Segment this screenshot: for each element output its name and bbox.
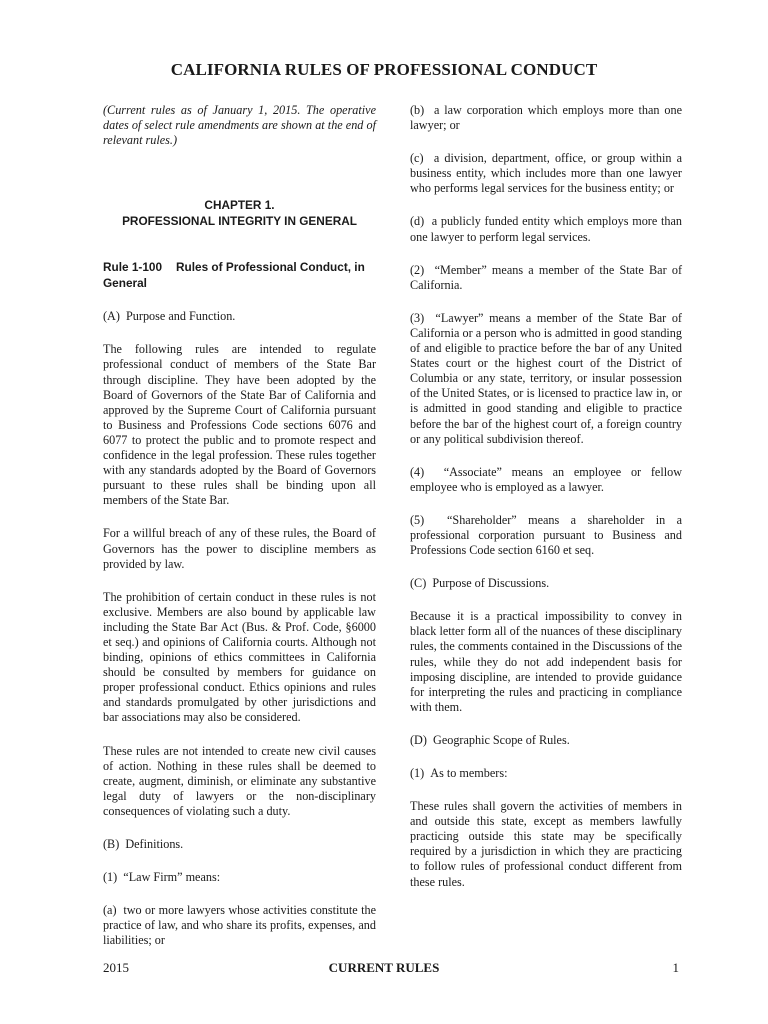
scope-1-heading: (1) As to members: <box>410 766 508 780</box>
rule-number: Rule 1-100 <box>103 260 163 275</box>
definition-1a: (a) two or more lawyers whose activities constitute the practice of law, and who share its profits, expenses, and liabilities; or <box>103 903 376 948</box>
section-b-heading: (B) Definitions. <box>103 837 184 851</box>
rule-title: Rules of Professional Conduct, in General <box>103 260 365 291</box>
section-c-heading: (C) Purpose of Discussions. <box>410 576 550 591</box>
right-column <box>410 103 682 890</box>
definition-1-heading: (1) “Law Firm” means: <box>103 870 221 885</box>
chapter-heading <box>103 197 376 229</box>
page-number: 1 <box>672 960 679 975</box>
definition-4: (4) “Associate” means an employee or fellow employee who is employed as a lawyer. <box>410 464 682 494</box>
footer-year: 2015 <box>103 960 129 975</box>
definition-1c: (c) a division, department, office, or group within a business entity, which includes more than one lawyer who performs legal services for the business entity; or <box>410 151 682 196</box>
definition-1b: (b) a law corporation which employs more than one lawyer; or <box>410 103 682 133</box>
rule-heading <box>103 259 376 291</box>
scope-1-paragraph: These rules shall govern the activities of members in and outside this state, except as members lawfully practicing outside this state may be specifically required by a jurisdiction in which they are practicing to follow rules of professional conduct different from these rules. <box>410 799 682 889</box>
document-title: CALIFORNIA RULES OF PROFESSIONAL CONDUCT <box>170 60 598 79</box>
definition-2: (2) “Member” means a member of the State Bar of California. <box>410 262 682 292</box>
definition-1d: (d) a publicly funded entity which employs more than one lawyer to perform legal services. <box>410 214 682 244</box>
section-a-paragraph-1: The following rules are intended to regulate professional conduct of members of the State Bar through discipline. They have been adopted by the Board of Governors of the State Bar of California and approved by the Supreme Court of California pursuant to Business and Professions Code sections 6076 and 6077 to protect the public and to promote respect and confidence in the legal profession. These rules together with any standards adopted by the Board of Governors pursuant to these rules shall be binding upon all members of the State Bar. <box>103 342 376 508</box>
chapter-number: CHAPTER 1. <box>204 198 275 213</box>
section-d-heading: (D) Geographic Scope of Rules. <box>410 732 570 747</box>
section-a-paragraph-4: These rules are not intended to create new civil causes of action. Nothing in these rules shall be deemed to create, augment, diminish, or eliminate any substantive legal duty of lawyers or the non-disciplinary consequences of violating such a duty. <box>103 743 376 818</box>
section-a-paragraph-2: For a willful breach of any of these rules, the Board of Governors has the power to discipline members as provided by law. <box>103 526 376 571</box>
section-a-heading: (A) Purpose and Function. <box>103 309 236 324</box>
section-c-paragraph: Because it is a practical impossibility to convey in black letter form all of the nuances of these disciplinary rules, the comments contained in the Discussions of the rules, while they do not add independent basis for imposing discipline, are intended to provide guidance for interpreting the rules and practicing in compliance with them. <box>410 609 682 714</box>
definition-5: (5) “Shareholder” means a shareholder in a professional corporation pursuant to Business and Professions Code section 6160 et seq. <box>410 512 682 558</box>
footer-label: CURRENT RULES <box>328 960 440 975</box>
intro-note: (Current rules as of January 1, 2015. The operative dates of select rule amendments are shown at the end of relevant rules.) <box>103 103 376 148</box>
chapter-title: PROFESSIONAL INTEGRITY IN GENERAL <box>122 214 357 229</box>
left-column <box>103 103 376 948</box>
section-a-paragraph-3: The prohibition of certain conduct in these rules is not exclusive. Members are also bound by applicable law including the State Bar Act (Bus. & Prof. Code, §6000 et seq.) and opinions of California courts. Although not binding, opinions of ethics committees in California should be consulted by members for guidance on proper professional conduct. Ethics opinions and rules and standards promulgated by other jurisdictions and bar associations may also be considered. <box>103 589 376 725</box>
definition-3: (3) “Lawyer” means a member of the State Bar of California or a person who is admitted in good standing of and eligible to practice before the bar of any United States court or the highest court of the District of Columbia or any state, territory, or insular possession of the United States, or is licensed to practice law in, or is admitted in good standing and eligible to practice before the bar of the highest court of, a foreign country or any political subdivision thereof. <box>410 310 682 446</box>
